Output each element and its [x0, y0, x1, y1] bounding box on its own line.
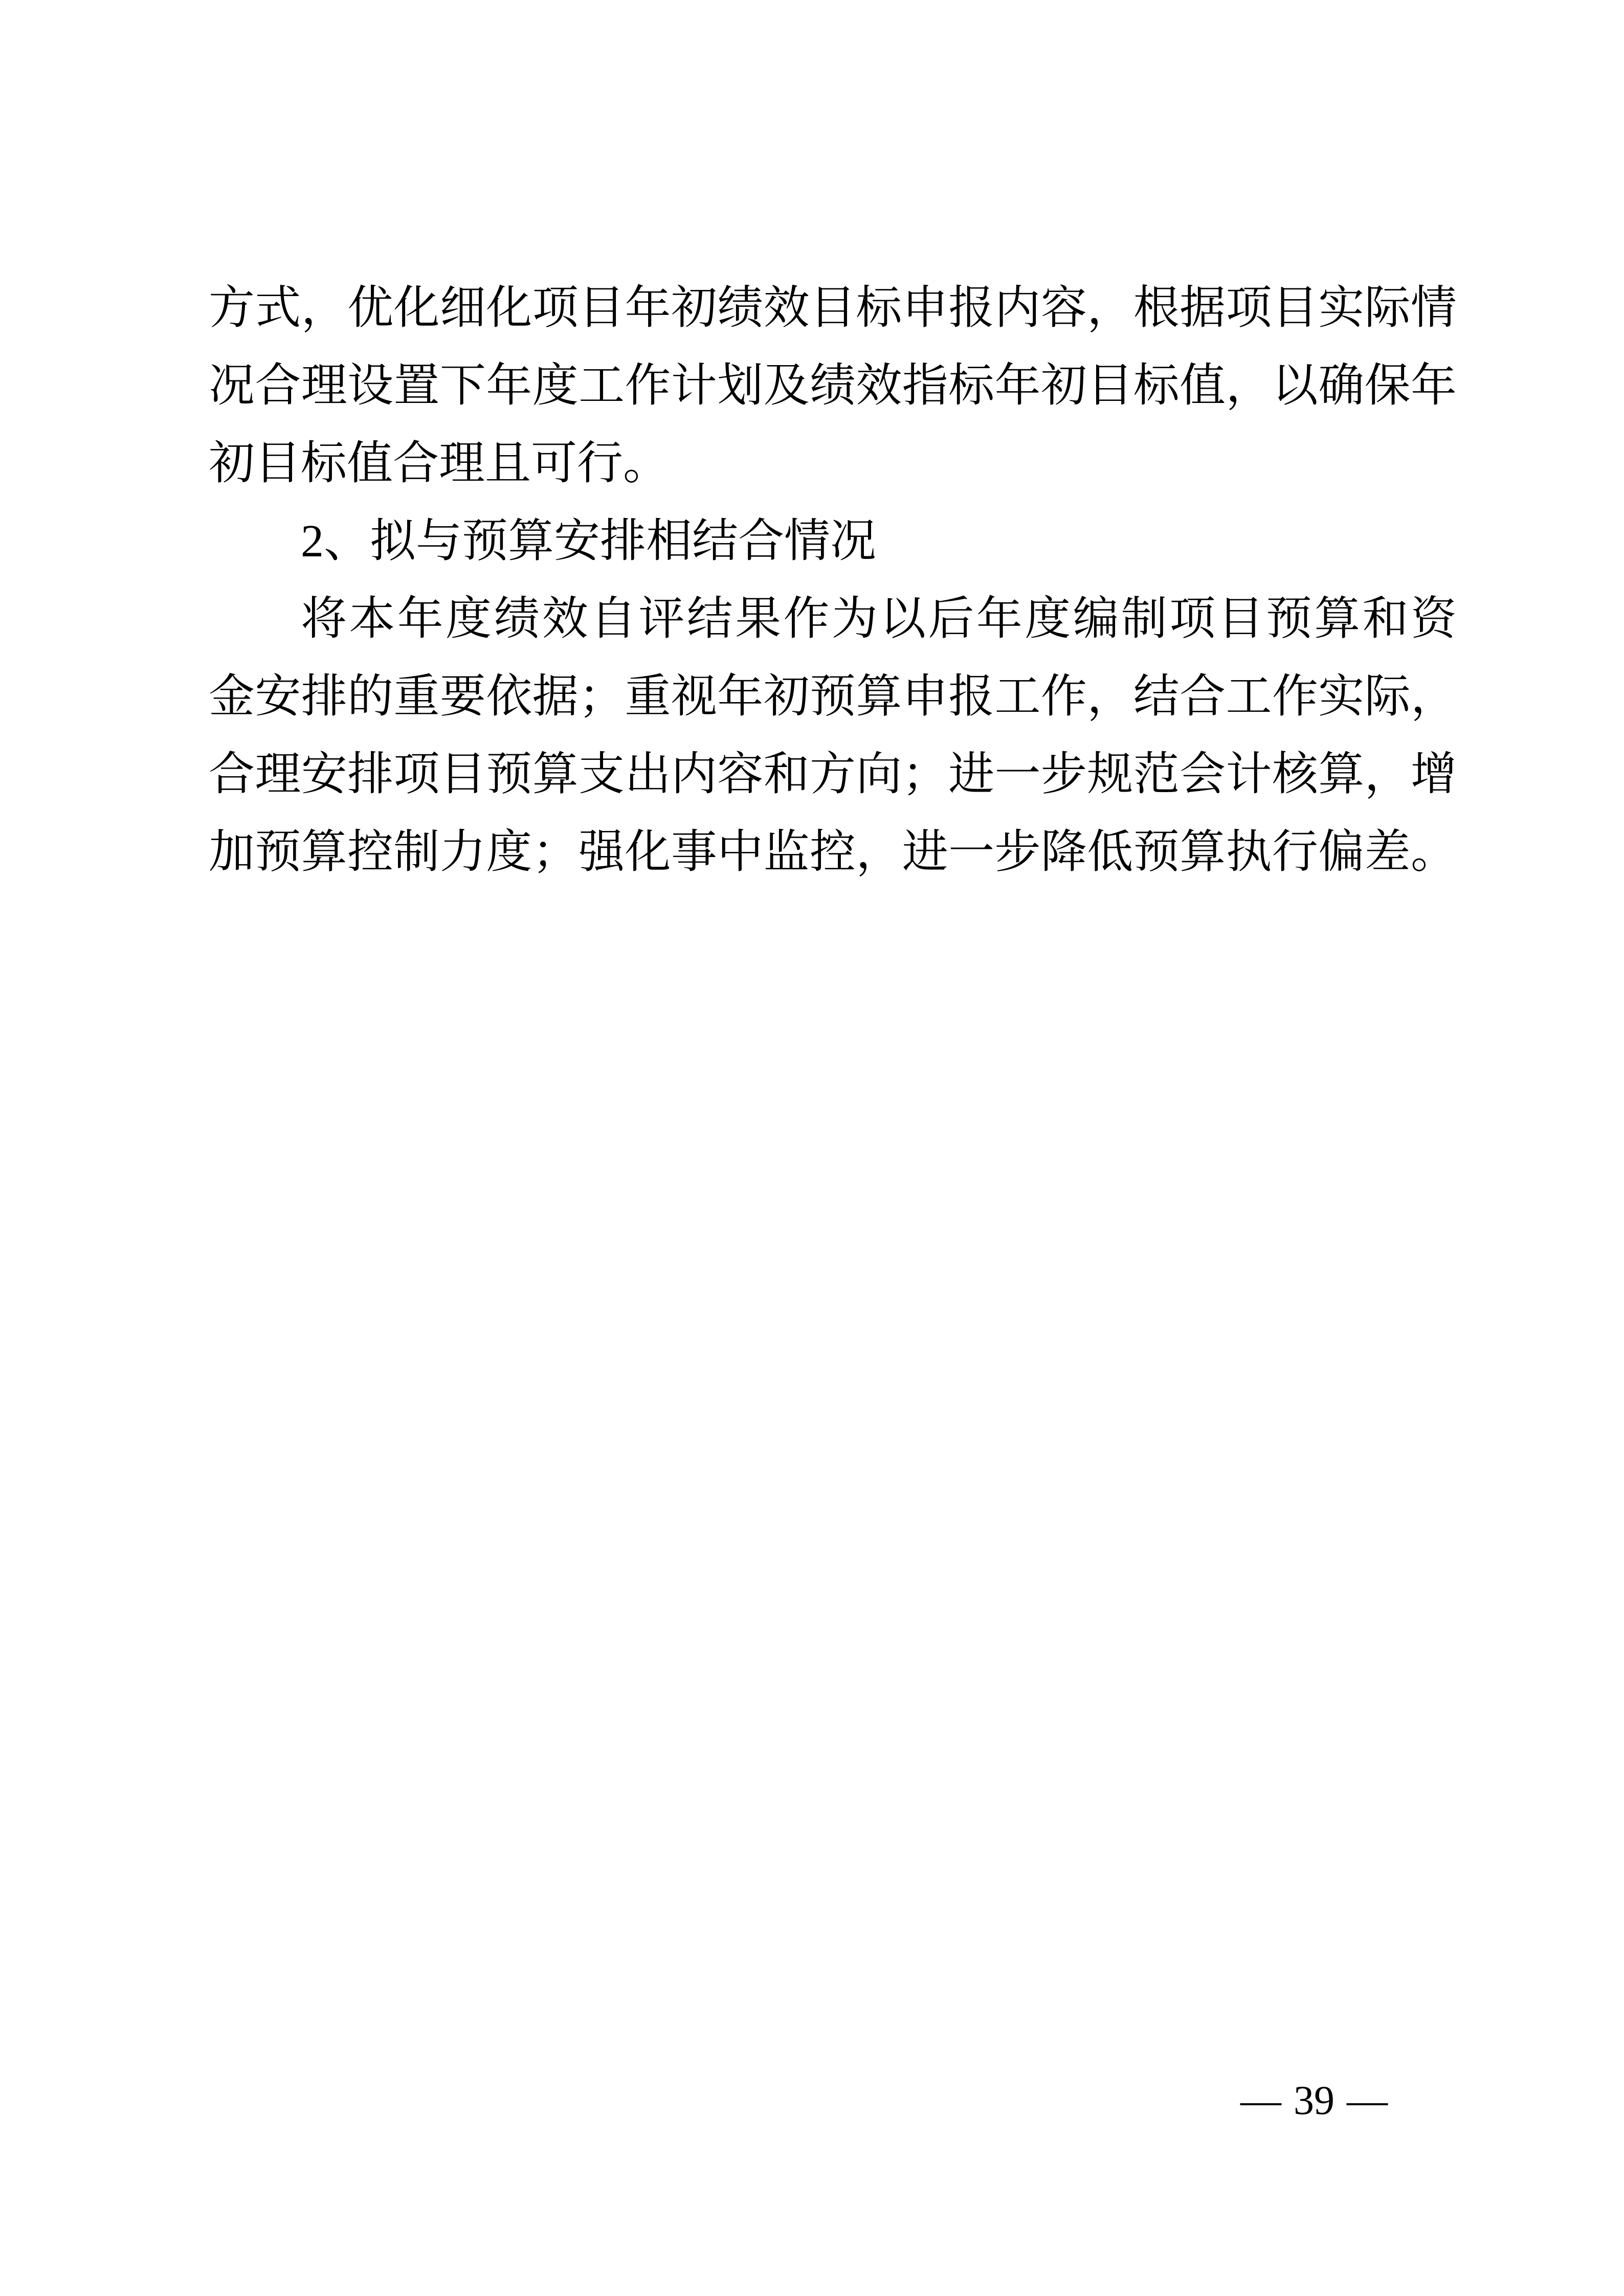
body-line-7: 合理安排项目预算支出内容和方向；进一步规范会计核算，增: [209, 749, 1457, 800]
body-line-3: 初目标值合理且可行。: [209, 438, 669, 489]
body-line-4-heading: 2、拟与预算安排相结合情况: [301, 516, 876, 567]
body-line-8: 加预算控制力度；强化事中监控，进一步降低预算执行偏差。: [209, 827, 1457, 877]
body-line-6: 金安排的重要依据；重视年初预算申报工作，结合工作实际，: [209, 671, 1457, 722]
document-body: [209, 269, 1457, 891]
body-line-5: 将本年度绩效自评结果作为以后年度编制项目预算和资: [301, 594, 1457, 644]
page-footer: [1240, 2075, 1388, 2126]
footer-dash-right: —: [1347, 2078, 1388, 2123]
body-line-1: 方式，优化细化项目年初绩效目标申报内容，根据项目实际情: [209, 283, 1457, 333]
footer-dash-left: —: [1240, 2078, 1281, 2123]
page-number: 39: [1294, 2078, 1334, 2123]
body-line-2: 况合理设置下年度工作计划及绩效指标年初目标值，以确保年: [209, 361, 1457, 411]
